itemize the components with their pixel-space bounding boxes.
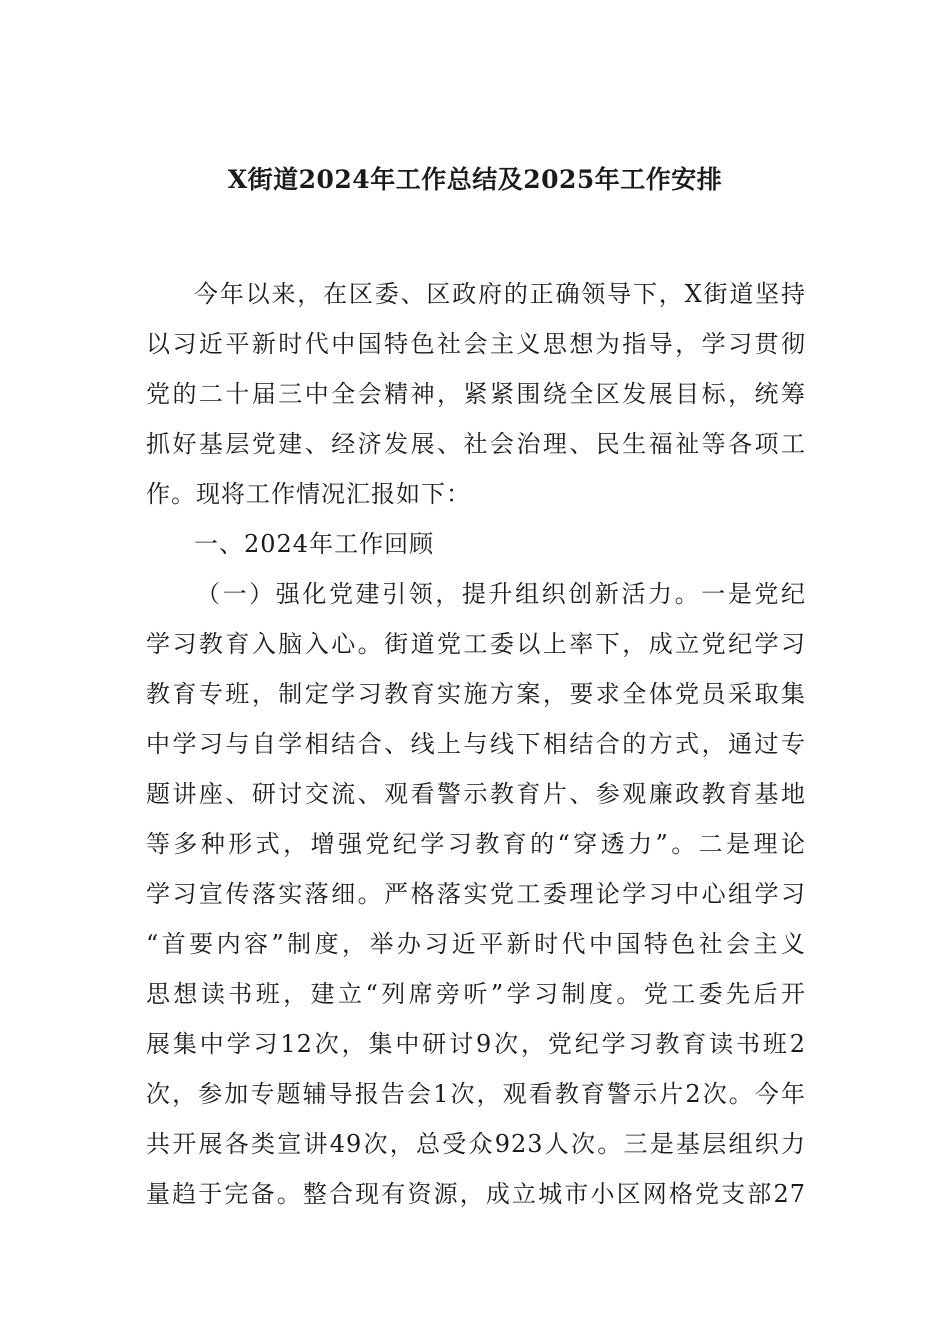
- paragraph-line: 思想读书班，建立“列席旁听”学习制度。党工委先后开: [146, 980, 806, 1008]
- paragraph-line: 教育专班，制定学习教育实施方案，要求全体党员采取集: [146, 680, 806, 708]
- paragraph-line: 抓好基层党建、经济发展、社会治理、民生福祉等各项工: [146, 430, 806, 458]
- paragraph-line: 量趋于完备。整合现有资源，成立城市小区网格党支部27: [146, 1180, 806, 1208]
- paragraph-line: 题讲座、研讨交流、观看警示教育片、参观廉政教育基地: [146, 780, 806, 808]
- paragraph-line: 今年以来，在区委、区政府的正确领导下，X街道坚持: [194, 280, 806, 308]
- paragraph-line: 党的二十届三中全会精神，紧紧围绕全区发展目标，统筹: [146, 380, 806, 408]
- paragraph-line: 学习宣传落实落细。严格落实党工委理论学习中心组学习: [146, 880, 806, 908]
- paragraph-line: 学习教育入脑入心。街道党工委以上率下，成立党纪学习: [146, 630, 806, 658]
- paragraph-line: 共开展各类宣讲49次，总受众923人次。三是基层组织力: [146, 1130, 806, 1158]
- paragraph-line: 中学习与自学相结合、线上与线下相结合的方式，通过专: [146, 730, 806, 758]
- paragraph-line: 次，参加专题辅导报告会1次，观看教育警示片2次。今年: [146, 1080, 806, 1108]
- section-heading: 一、2024年工作回顾: [194, 530, 435, 558]
- paragraph-line: 以习近平新时代中国特色社会主义思想为指导，学习贯彻: [146, 330, 806, 358]
- paragraph-line: 等多种形式，增强党纪学习教育的“穿透力”。二是理论: [146, 830, 806, 858]
- paragraph-line: 展集中学习12次，集中研讨9次，党纪学习教育读书班2: [146, 1030, 806, 1058]
- paragraph-line: 作。现将工作情况汇报如下：: [146, 480, 471, 508]
- document-title: X街道2024年工作总结及2025年工作安排: [227, 165, 723, 194]
- subsection-line: （一）强化党建引领，提升组织创新活力。一是党纪: [196, 580, 806, 608]
- paragraph-line: “首要内容”制度，举办习近平新时代中国特色社会主义: [146, 930, 806, 958]
